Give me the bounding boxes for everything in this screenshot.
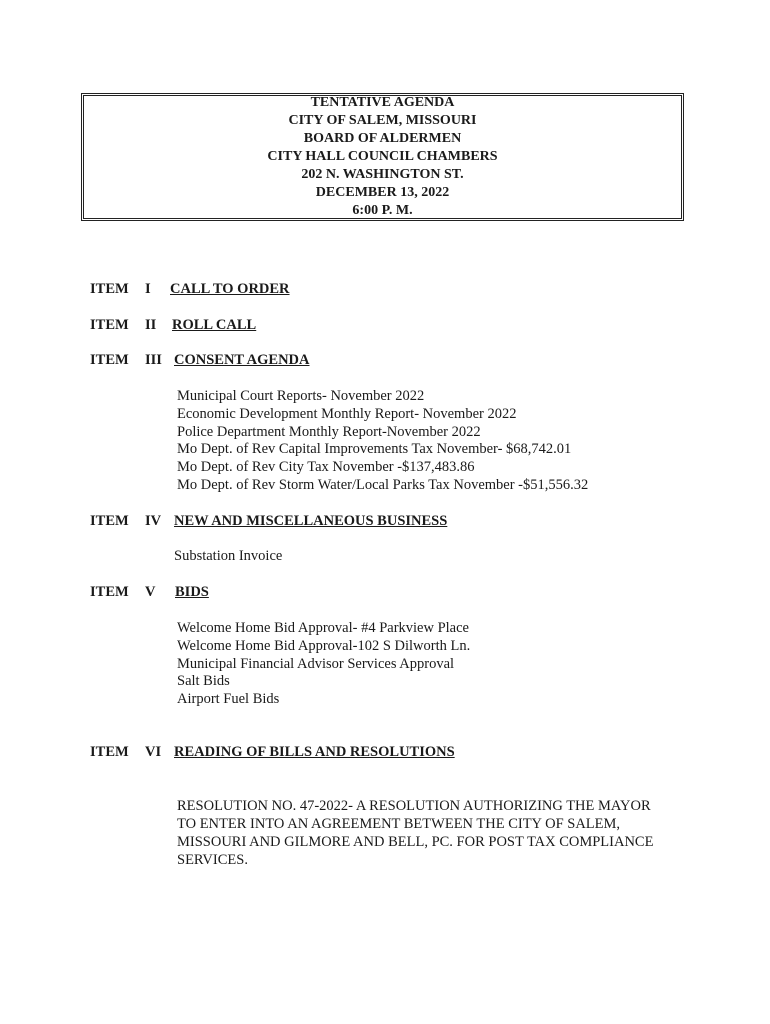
item-number: I [145, 281, 151, 297]
list-item: Police Department Monthly Report-November 2022 [177, 423, 481, 440]
item-title-reading-of-bills: READING OF BILLS AND RESOLUTIONS [174, 744, 455, 760]
resolution-line: TO ENTER INTO AN AGREEMENT BETWEEN THE CITY OF SALEM, [177, 816, 621, 832]
resolution-line: SERVICES. [177, 852, 248, 868]
item-title-new-business: NEW AND MISCELLANEOUS BUSINESS [174, 513, 448, 529]
item-word: ITEM [90, 281, 129, 297]
consent-agenda-list [177, 388, 588, 495]
list-item: Substation Invoice [174, 548, 283, 564]
list-item: Municipal Financial Advisor Services Approval [177, 655, 455, 672]
item-word: ITEM [90, 744, 129, 760]
item-word: ITEM [90, 584, 129, 600]
agenda-header-box [81, 93, 684, 221]
item-title-consent-agenda: CONSENT AGENDA [174, 352, 310, 368]
item-title-bids: BIDS [175, 584, 209, 600]
list-item: Mo Dept. of Rev Storm Water/Local Parks Tax November -$51,556.32 [177, 476, 589, 493]
list-item: Mo Dept. of Rev Capital Improvements Tax November- $68,742.01 [177, 441, 572, 458]
agenda-title: TENTATIVE AGENDA [310, 95, 455, 110]
meeting-location: CITY HALL COUNCIL CHAMBERS [267, 149, 498, 164]
item-word: ITEM [90, 352, 129, 368]
list-item: Salt Bids [177, 673, 230, 690]
board-name: BOARD OF ALDERMEN [303, 131, 462, 146]
resolution-text [177, 797, 697, 869]
item-number: VI [145, 744, 162, 760]
item-number: IV [145, 513, 162, 529]
list-item: Welcome Home Bid Approval- #4 Parkview Place [177, 620, 469, 636]
meeting-address: 202 N. WASHINGTON ST. [301, 167, 464, 182]
resolution-line: MISSOURI AND GILMORE AND BELL, PC. FOR POST TAX COMPLIANCE [177, 834, 654, 850]
bids-list [177, 620, 470, 709]
item-word: ITEM [90, 317, 129, 333]
item-word: ITEM [90, 513, 129, 529]
list-item: Economic Development Monthly Report- November 2022 [177, 405, 517, 422]
item-number: III [145, 352, 162, 368]
meeting-date: DECEMBER 13, 2022 [315, 185, 450, 200]
meeting-time: 6:00 P. M. [352, 203, 413, 218]
list-item: Airport Fuel Bids [177, 691, 280, 708]
list-item: Municipal Court Reports- November 2022 [177, 388, 425, 404]
list-item: Welcome Home Bid Approval-102 S Dilworth Ln. [177, 637, 471, 654]
city-name: CITY OF SALEM, MISSOURI [288, 113, 477, 128]
item-title-roll-call: ROLL CALL [172, 317, 257, 333]
item-title-call-to-order: CALL TO ORDER [170, 281, 290, 297]
item-number: II [145, 317, 157, 333]
new-business-list [174, 548, 282, 566]
item-number: V [145, 584, 156, 600]
resolution-line: RESOLUTION NO. 47-2022- A RESOLUTION AUTHORIZING THE MAYOR [177, 798, 651, 814]
list-item: Mo Dept. of Rev City Tax November -$137,483.86 [177, 459, 475, 476]
